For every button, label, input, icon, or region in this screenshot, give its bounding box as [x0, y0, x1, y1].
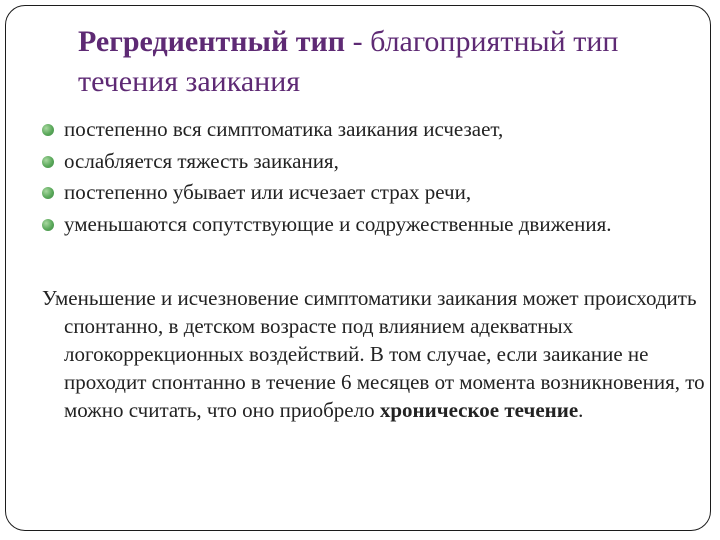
bullet-list — [42, 116, 682, 242]
title-rest: - благоприятный тип течения заикания — [78, 25, 619, 98]
slide-title — [78, 22, 688, 102]
bullet-text: уменьшаются сопутствующие и содружественные движения. — [64, 211, 612, 236]
body-paragraph — [42, 284, 714, 424]
bullet-dot-icon — [42, 187, 54, 199]
paragraph-text: Уменьшение и исчезновение симптоматики заикания может происходить спонтанно, в детском возрасте под влиянием адекватных логокоррекционных воздействий. В том случае, если заикание не проходит спонтанно в течение 6 месяцев от момента возникновения, то можно считать, что оно приобрело — [42, 286, 705, 422]
paragraph-end: . — [578, 398, 584, 422]
title-bold: Регредиентный тип — [78, 25, 346, 58]
bullet-item — [42, 211, 682, 238]
bullet-item — [42, 179, 682, 206]
bullet-text: ослабляется тяжесть заикания, — [64, 148, 339, 173]
bullet-item — [42, 148, 682, 175]
bullet-dot-icon — [42, 156, 54, 168]
bullet-text: постепенно вся симптоматика заикания исчезает, — [64, 117, 504, 141]
bullet-text: постепенно убывает или исчезает страх речи, — [64, 180, 472, 204]
bullet-item — [42, 116, 682, 143]
bullet-dot-icon — [42, 219, 54, 231]
bullet-dot-icon — [42, 124, 54, 136]
paragraph-bold-term: хроническое течение — [379, 398, 579, 422]
